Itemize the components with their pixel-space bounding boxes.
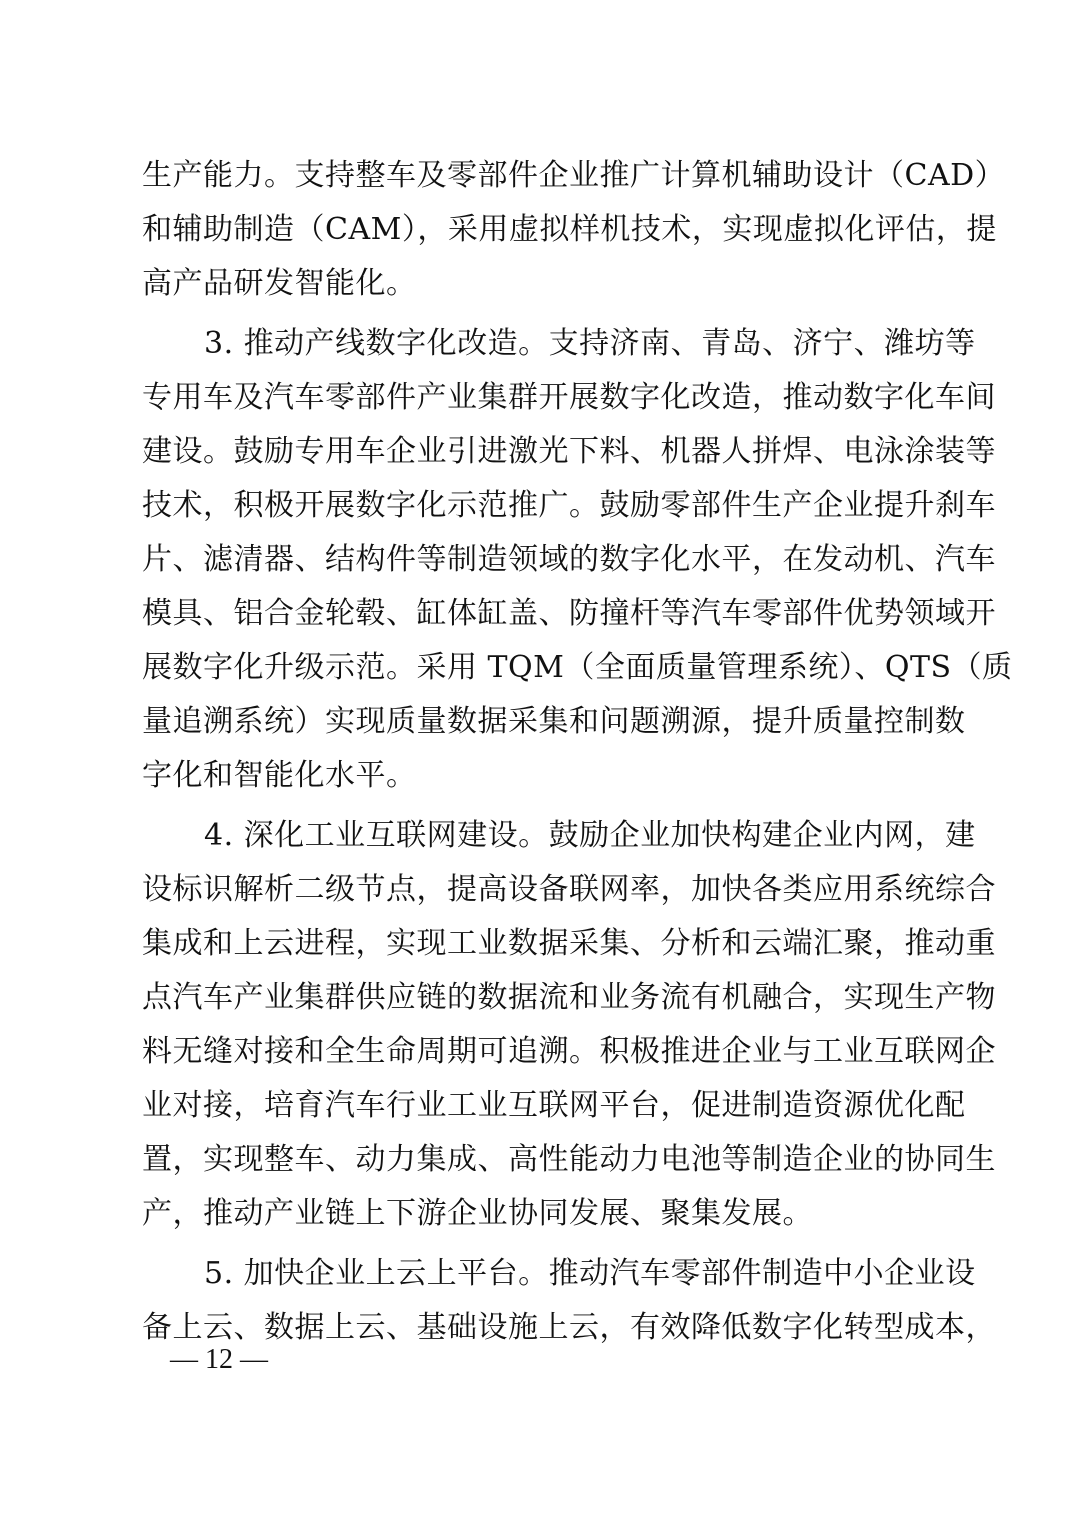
- section-heading-line: 5. 加快企业上云上平台。推动汽车零部件制造中小企业设: [204, 1256, 976, 1291]
- text-line: 建设。鼓励专用车企业引进激光下料、机器人拼焊、电泳涂装等: [142, 434, 996, 469]
- text-line: 备上云、数据上云、基础设施上云，有效降低数字化转型成本，: [142, 1310, 996, 1345]
- section-heading-line: 4. 深化工业互联网建设。鼓励企业加快构建企业内网，建: [204, 818, 976, 853]
- text-line: 专用车及汽车零部件产业集群开展数字化改造，推动数字化车间: [142, 380, 996, 415]
- text-line: 片、滤清器、结构件等制造领域的数字化水平，在发动机、汽车: [142, 542, 996, 577]
- text-line: 技术，积极开展数字化示范推广。鼓励零部件生产企业提升刹车: [142, 488, 996, 523]
- text-line: 展数字化升级示范。采用 TQM（全面质量管理系统）、QTS（质: [142, 650, 1013, 685]
- text-line: 量追溯系统）实现质量数据采集和问题溯源，提升质量控制数: [142, 704, 966, 739]
- text-line: 字化和智能化水平。: [142, 758, 417, 793]
- text-line: 业对接，培育汽车行业工业互联网平台，促进制造资源优化配: [142, 1088, 966, 1123]
- text-line: 集成和上云进程，实现工业数据采集、分析和云端汇聚，推动重: [142, 926, 996, 961]
- text-line: 生产能力。支持整车及零部件企业推广计算机辅助设计（CAD）: [142, 158, 1006, 193]
- text-line: 高产品研发智能化。: [142, 266, 417, 301]
- text-line: 和辅助制造（CAM），采用虚拟样机技术，实现虚拟化评估，提: [142, 212, 997, 247]
- text-line: 料无缝对接和全生命周期可追溯。积极推进企业与工业互联网企: [142, 1034, 996, 1069]
- text-line: 设标识解析二级节点，提高设备联网率，加快各类应用系统综合: [142, 872, 996, 907]
- text-line: 产，推动产业链上下游企业协同发展、聚集发展。: [142, 1196, 813, 1231]
- section-heading-line: 3. 推动产线数字化改造。支持济南、青岛、济宁、潍坊等: [204, 326, 976, 361]
- body-text: [142, 149, 1013, 1355]
- text-line: 置，实现整车、动力集成、高性能动力电池等制造企业的协同生: [142, 1142, 996, 1177]
- page-number: — 12 —: [170, 1344, 268, 1375]
- text-line: 点汽车产业集群供应链的数据流和业务流有机融合，实现生产物: [142, 980, 996, 1015]
- text-line: 模具、铝合金轮毂、缸体缸盖、防撞杆等汽车零部件优势领域开: [142, 596, 996, 631]
